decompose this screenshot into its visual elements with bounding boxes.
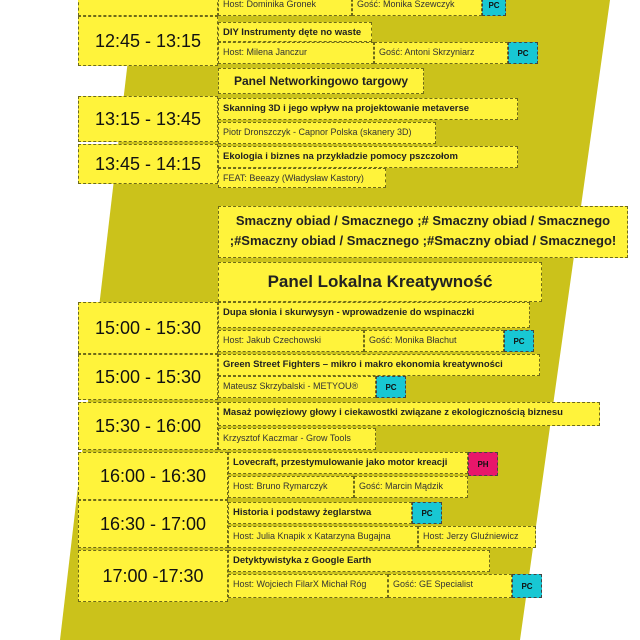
eco-time: 13:45 - 14:15 — [78, 144, 218, 184]
session-6-host: Host: Wojciech FilarX Michał Róg — [228, 574, 388, 598]
diy-title: DIY Instrumenty dęte no waste — [218, 22, 372, 42]
session-3-title: Masaż powięziowy głowy i ciekawostki związane z ekologicznością biznesu — [218, 402, 600, 426]
session-6-title: Detyktywistyka z Google Earth — [228, 550, 490, 572]
local-heading: Panel Lokalna Kreatywność — [218, 262, 542, 302]
top-partial-badge: PC — [482, 0, 506, 16]
session-4-host: Host: Bruno Rymarczyk — [228, 476, 354, 498]
session-4-guest: Gość: Marcin Mądzik — [354, 476, 468, 498]
session-5-title: Historia i podstawy żeglarstwa — [228, 502, 412, 524]
session-1-badge: PC — [504, 330, 534, 352]
session-3-host: Krzysztof Kaczmar - Grow Tools — [218, 428, 376, 450]
session-2-host: Mateusz Skrzybalski - METYOU® — [218, 376, 376, 398]
top-partial-time — [78, 0, 218, 16]
session-2-badge: PC — [376, 376, 406, 398]
session-4-badge: PH — [468, 452, 498, 476]
lunch-banner — [218, 206, 628, 258]
session-1-guest: Gość: Monika Błachut — [364, 330, 504, 352]
session-2-time: 15:00 - 15:30 — [78, 354, 218, 400]
session-1-title: Dupa słonia i skurwysyn - wprowadzenie do wspinaczki — [218, 302, 530, 328]
session-3-time: 15:30 - 16:00 — [78, 402, 218, 450]
session-4-title: Lovecraft, przestymulowanie jako motor kreacji — [228, 452, 468, 474]
session-5-time: 16:30 - 17:00 — [78, 500, 228, 548]
scan-info: Piotr Dronszczyk - Capnor Polska (skanery 3D) — [218, 122, 436, 144]
session-2-title: Green Street Fighters – mikro i makro ekonomia kreatywności — [218, 354, 540, 376]
eco-info: FEAT: Beeazy (Władysław Kastory) — [218, 168, 386, 188]
diy-badge: PC — [508, 42, 538, 64]
lunch-line-2: ;#Smaczny obiad / Smacznego ;#Smaczny obiad / Smacznego! — [229, 233, 617, 248]
session-6-badge: PC — [512, 574, 542, 598]
session-4-time: 16:00 - 16:30 — [78, 452, 228, 500]
diy-host: Host: Milena Janczur — [218, 42, 374, 64]
diy-time: 12:45 - 13:15 — [78, 16, 218, 66]
top-partial-host: Host: Dominika Gronek — [218, 0, 352, 16]
session-1-time: 15:00 - 15:30 — [78, 302, 218, 354]
scan-time: 13:15 - 13:45 — [78, 96, 218, 142]
session-1-host: Host: Jakub Czechowski — [218, 330, 364, 352]
session-6-time: 17:00 -17:30 — [78, 550, 228, 602]
top-partial-guest: Gość: Monika Szewczyk — [352, 0, 482, 16]
scan-title: Skanning 3D i jego wpływ na projektowanie metaverse — [218, 98, 518, 120]
session-5-guest: Host: Jerzy Gluźniewicz — [418, 526, 536, 548]
session-6-guest: Gość: GE Specialist — [388, 574, 512, 598]
diy-guest: Gość: Antoni Skrzyniarz — [374, 42, 508, 64]
networking-heading: Panel Networkingowo targowy — [218, 68, 424, 94]
eco-title: Ekologia i biznes na przykładzie pomocy pszczołom — [218, 146, 518, 168]
lunch-line-1: Smaczny obiad / Smacznego ;# Smaczny obiad / Smacznego — [235, 213, 611, 228]
session-5-host: Host: Julia Knapik x Katarzyna Bugajna — [228, 526, 418, 548]
session-5-badge: PC — [412, 502, 442, 524]
